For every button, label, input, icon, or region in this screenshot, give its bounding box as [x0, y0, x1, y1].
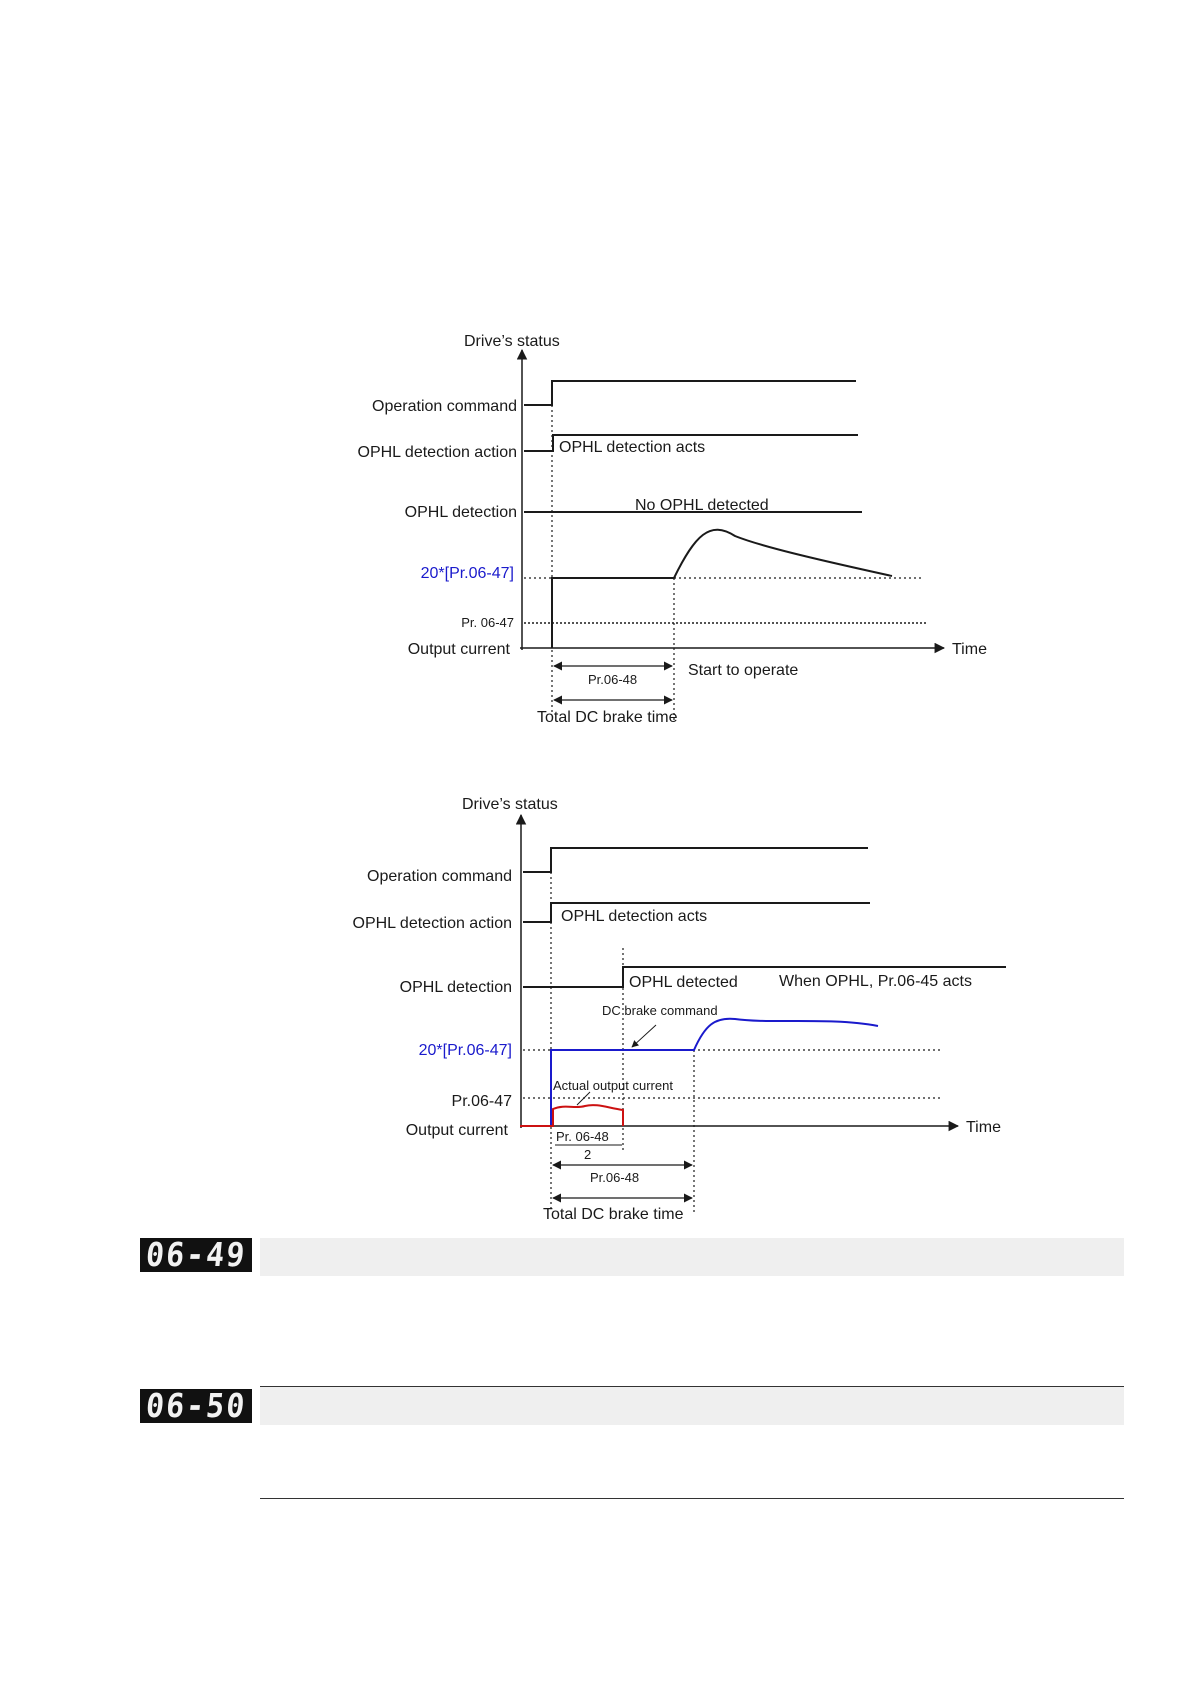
row-operation-command: Operation command [372, 398, 517, 415]
row-level-pr: Pr. 06-47 [461, 615, 514, 630]
pr-half-numerator: Pr. 06-48 [556, 1129, 609, 1144]
dc-brake-command-text: DC brake command [602, 1003, 718, 1018]
timing-diagram-1-svg [0, 0, 1190, 740]
operation-command-signal [524, 381, 856, 405]
param-title-bar [260, 1238, 1124, 1276]
row-ophl-detection: OPHL detection [404, 504, 517, 521]
param-code-text: 06-49 [144, 1235, 248, 1275]
row-ophl-detection: OPHL detection [399, 979, 512, 996]
time-label: Time [966, 1119, 1001, 1136]
total-dc-text: Total DC brake time [537, 709, 678, 726]
row-level-20x: 20*[Pr.06-47] [418, 1042, 512, 1059]
time-label: Time [952, 641, 987, 658]
actual-output-current-trace [520, 1105, 623, 1126]
output-current-trace [552, 530, 892, 648]
start-operate-text: Start to operate [688, 662, 799, 679]
ophl-acts-text: OPHL detection acts [561, 908, 708, 925]
pr-half-denominator: 2 [584, 1147, 592, 1162]
timing-diagram-no-ophl [0, 0, 1190, 740]
param-code-text: 06-50 [144, 1386, 248, 1426]
row-level-20x: 20*[Pr.06-47] [420, 565, 514, 582]
row-ophl-detection-action: OPHL detection action [357, 444, 517, 461]
timing-diagram-ophl-detected [0, 740, 1190, 1220]
pr0648-text: Pr.06-48 [590, 1170, 640, 1185]
dc-brake-command-trace [551, 1019, 878, 1126]
total-dc-text: Total DC brake time [543, 1206, 684, 1220]
when-ophl-text: When OPHL, Pr.06-45 acts [779, 973, 972, 990]
row-output-current: Output current [405, 1122, 508, 1139]
row-output-current: Output current [407, 641, 510, 658]
pr0648-text: Pr.06-48 [588, 672, 638, 687]
operation-command-signal [523, 848, 868, 872]
actual-output-current-text: Actual output current [553, 1078, 673, 1093]
param-code-badge [140, 1386, 252, 1426]
divider [260, 1498, 1124, 1499]
drive-status-label: Drive’s status [462, 796, 558, 813]
timing-diagram-2-svg [0, 740, 1190, 1220]
param-code-badge [140, 1235, 252, 1275]
drive-status-label: Drive’s status [464, 333, 560, 350]
ophl-acts-text: OPHL detection acts [559, 439, 706, 456]
dc-brake-pointer [632, 1025, 656, 1047]
row-level-pr: Pr.06-47 [451, 1093, 512, 1110]
ophl-detected-text: OPHL detected [629, 974, 738, 991]
row-operation-command: Operation command [367, 868, 512, 885]
no-ophl-text: No OPHL detected [635, 497, 769, 514]
row-ophl-detection-action: OPHL detection action [352, 915, 512, 932]
param-title-bar [260, 1387, 1124, 1425]
